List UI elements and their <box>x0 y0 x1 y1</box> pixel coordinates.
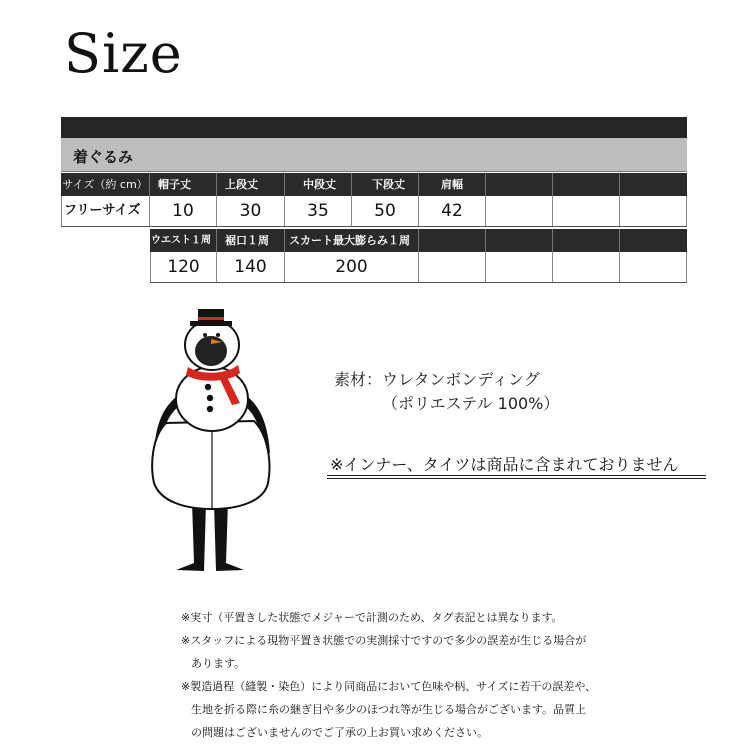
note-line: 生地を折る際に糸の継ぎ目や多少のほつれ等が生じる場合がございます。品質上 <box>191 703 587 716</box>
table-cell <box>620 252 687 282</box>
table-cell: 140 <box>217 252 285 282</box>
note-line: の問題はございませんのでご了承の上お買い求めください。 <box>191 726 488 739</box>
table-cell <box>553 196 620 226</box>
table-header-cell: 帽子丈 <box>150 173 217 196</box>
page-title: Size <box>64 22 183 85</box>
note-line: ※製造過程（縫製・染色）により同商品において色味や柄、サイズに若干の誤差や、 <box>181 680 597 693</box>
table-cell: 50 <box>352 196 419 226</box>
table-header-cell: 裾口１周 <box>217 229 285 252</box>
material-line-2: （ポリエステル 100%） <box>382 394 560 413</box>
table-header-row-1 <box>61 173 687 196</box>
inner-not-included-note: ※インナー、タイツは商品に含まれておりません <box>330 455 679 474</box>
table-cell: 120 <box>150 252 217 282</box>
table-cell: 10 <box>150 196 217 226</box>
material-info <box>334 368 559 416</box>
table-header-cell: 肩幅 <box>419 173 486 196</box>
table-header-cell <box>486 173 553 196</box>
table-header-cell: 中段丈 <box>285 173 352 196</box>
product-name-bar <box>61 138 687 172</box>
product-name: 着ぐるみ <box>73 148 134 166</box>
table-header-cell <box>553 173 620 196</box>
table-cell <box>419 252 486 282</box>
table-header-cell <box>419 229 486 252</box>
table-header-cell <box>620 173 687 196</box>
table-cell: 200 <box>285 252 419 282</box>
table-header-row-2 <box>150 229 687 252</box>
note-line: あります。 <box>191 657 246 670</box>
note-line: ※実寸（平置きした状態でメジャーで計測のため、タグ表記とは異なります。 <box>181 611 563 624</box>
material-line-1: 素材：ウレタンボンディング <box>334 370 540 389</box>
table-header-cell: スカート最大膨らみ１周 <box>285 229 419 252</box>
table-header-cell: 下段丈 <box>352 173 419 196</box>
table-cell <box>486 196 553 226</box>
table-header-cell: 上段丈 <box>217 173 285 196</box>
table-cell <box>486 252 553 282</box>
table-cell <box>553 252 620 282</box>
table-header-cell <box>486 229 553 252</box>
table-cell: 30 <box>217 196 285 226</box>
table-header-cell: サイズ（約 cm） <box>61 173 150 196</box>
divider <box>327 475 706 476</box>
table-top-bar <box>61 117 687 138</box>
table-cell: 42 <box>419 196 486 226</box>
table-header-cell <box>553 229 620 252</box>
table-cell <box>620 196 687 226</box>
note-line: ※スタッフによる現物平置き状態での実測採寸ですので多少の誤差が生じる場合が <box>181 634 587 647</box>
table-cell-size-label: フリーサイズ <box>61 196 150 226</box>
table-row-2 <box>150 252 687 283</box>
snowman-costume-image <box>148 305 278 577</box>
divider <box>327 478 706 479</box>
measurement-notes <box>181 606 596 744</box>
table-row-1 <box>61 196 687 227</box>
table-header-cell <box>620 229 687 252</box>
table-header-cell: ウエスト１周 <box>150 229 217 252</box>
table-cell: 35 <box>285 196 352 226</box>
